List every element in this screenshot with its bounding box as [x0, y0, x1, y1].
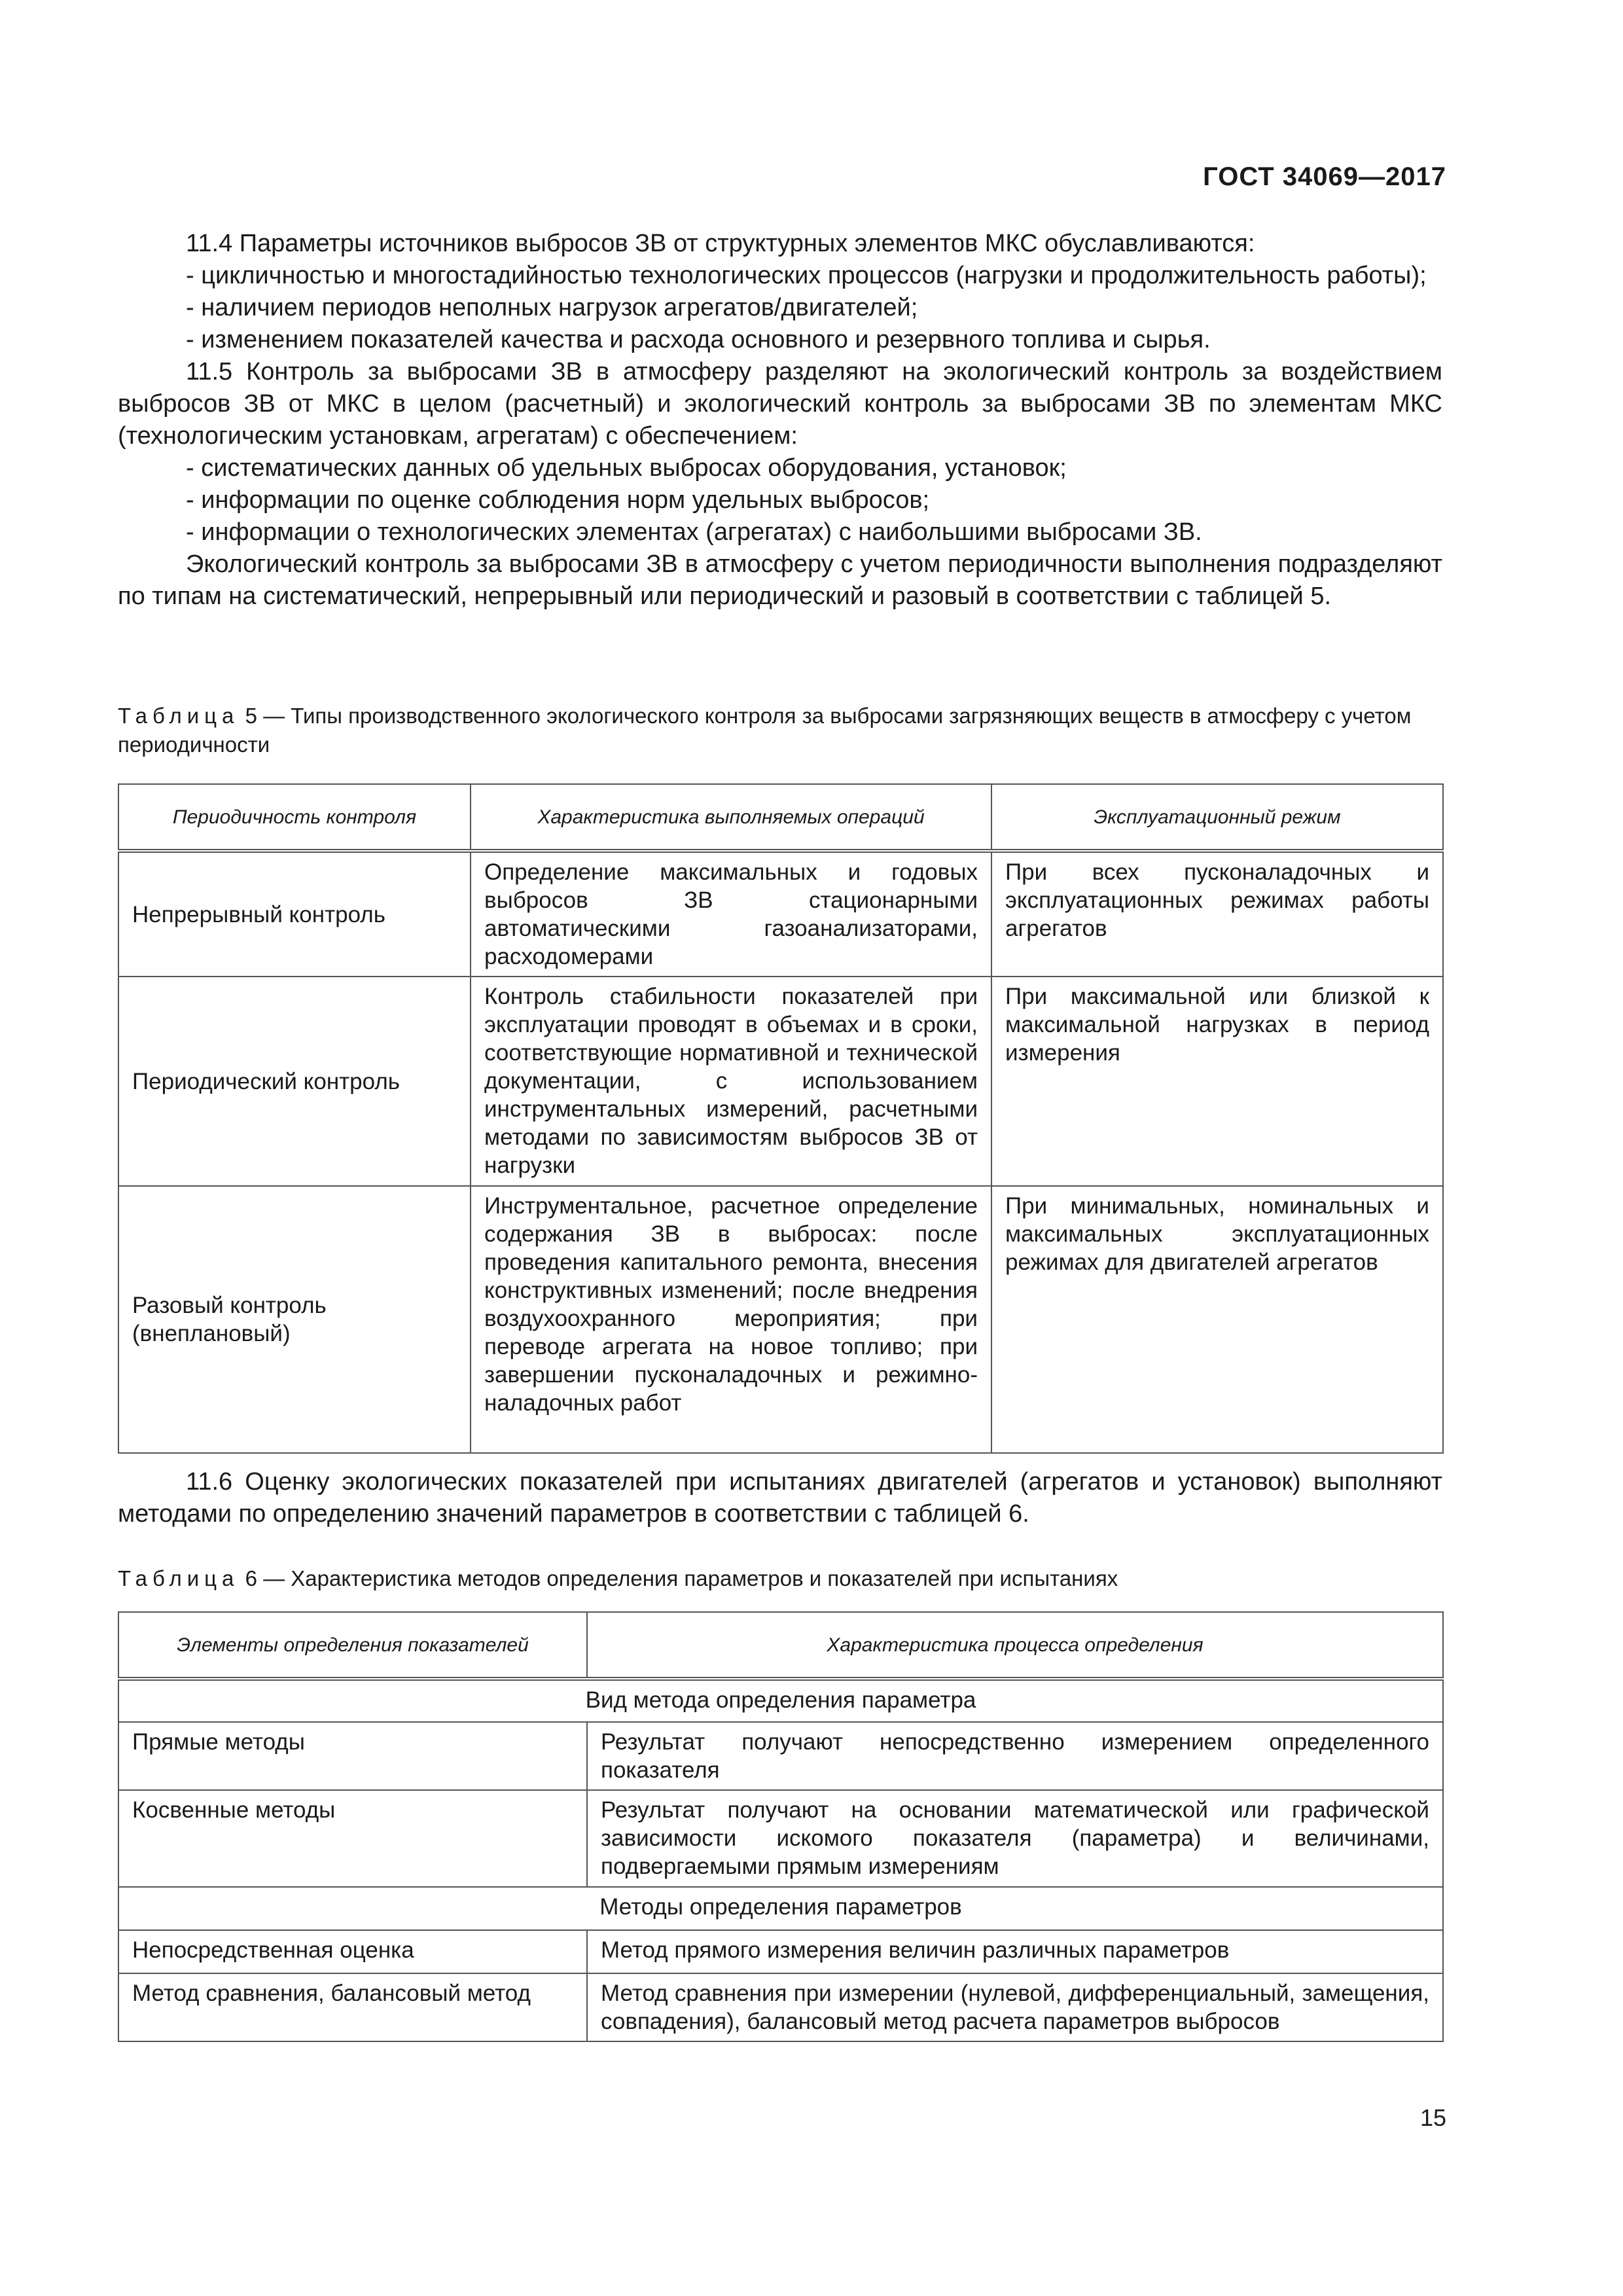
table5-period-cell: Разовый контроль (внеплановый) [118, 1186, 471, 1453]
table5-caption [118, 702, 1442, 759]
table6 [118, 1611, 1444, 2042]
table6-section-row [118, 1679, 1443, 1722]
table6-description-cell: Метод сравнения при измерении (нулевой, дифференциальный, замещения, совпадения), балансовый метод расчета параметров выбросов [587, 1973, 1443, 2041]
table-row [118, 1722, 1443, 1790]
paragraph: - цикличностью и многостадийностью технологических процессов (нагрузки и продолжительность работы); [186, 262, 1427, 289]
table5-header-cell: Характеристика выполняемых операций [471, 784, 991, 851]
table6-caption-word: Таблица [118, 1566, 240, 1590]
table5-operations-cell: Определение максимальных и годовых выбросов ЗВ стационарными автоматическими газоанализаторами, расходомерами [471, 851, 991, 977]
body-text-top [118, 228, 1442, 613]
table-row [118, 1930, 1443, 1973]
table6-section-row [118, 1887, 1443, 1930]
table5-header-cell: Периодичность контроля [118, 784, 471, 851]
paragraph: 11.5 Контроль за выбросами ЗВ в атмосферу разделяют на экологический контроль за воздействием выбросов ЗВ от МКС в целом (расчетный) и экологический контроль за выбросами ЗВ по элементам МКС (технологическим установкам, агрегатам) с обеспечением: [118, 358, 1442, 450]
table5-operations-cell: Контроль стабильности показателей при эксплуатации проводят в объемах и в сроки, соответствующие нормативной и технической документации, с использованием инструментальных измерений, расчетными методами по зависимостям выбросов ЗВ от нагрузки [471, 977, 991, 1186]
table6-element-cell: Прямые методы [118, 1722, 587, 1790]
table6-section-heading: Вид метода определения параметра [118, 1679, 1443, 1722]
paragraph: - наличием периодов неполных нагрузок агрегатов/двигателей; [186, 294, 918, 321]
table6-description-cell: Результат получают непосредственно измерением определенного показателя [587, 1722, 1443, 1790]
table5-caption-number: 5 [245, 704, 257, 728]
table5-period-cell: Непрерывный контроль [118, 851, 471, 977]
table6-header-cell: Элементы определения показателей [118, 1612, 587, 1679]
table-row [118, 977, 1443, 1186]
table5-mode-cell: При максимальной или близкой к максимальной нагрузках в период измерения [991, 977, 1443, 1186]
table6-element-cell: Метод сравнения, балансовый метод [118, 1973, 587, 2041]
body-text-116 [118, 1466, 1442, 1530]
table6-description-cell: Метод прямого измерения величин различных параметров [587, 1930, 1443, 1973]
paragraph: 11.6 Оценку экологических показателей при испытаниях двигателей (агрегатов и установок) выполняют методами по определению значений параметров в соответствии с таблицей 6. [118, 1468, 1442, 1528]
table6-element-cell: Косвенные методы [118, 1790, 587, 1887]
paragraph: - изменением показателей качества и расхода основного и резервного топлива и сырья. [186, 326, 1211, 353]
table5-header-cell: Эксплуатационный режим [991, 784, 1443, 851]
table5-period-cell: Периодический контроль [118, 977, 471, 1186]
paragraph: - информации по оценке соблюдения норм удельных выбросов; [186, 486, 930, 514]
table5-mode-cell: При всех пусконаладочных и эксплуатационных режимах работы агрегатов [991, 851, 1443, 977]
table6-header-cell: Характеристика процесса определения [587, 1612, 1443, 1679]
table5-mode-cell: При минимальных, номинальных и максимальных эксплуатационных режимах для двигателей агрегатов [991, 1186, 1443, 1453]
table5-header-row [118, 784, 1443, 851]
table5 [118, 783, 1444, 1454]
table5-caption-word: Таблица [118, 704, 240, 728]
table6-section-heading: Методы определения параметров [118, 1887, 1443, 1930]
table6-caption-number: 6 [245, 1566, 257, 1590]
table6-element-cell: Непосредственная оценка [118, 1930, 587, 1973]
paragraph: - систематических данных об удельных выбросах оборудования, установок; [186, 454, 1067, 482]
table6-description-cell: Результат получают на основании математической или графической зависимости искомого показателя (параметра) и величинами, подвергаемыми прямым измерениям [587, 1790, 1443, 1887]
table-row [118, 1186, 1443, 1453]
table6-caption [118, 1564, 1442, 1593]
paragraph: Экологический контроль за выбросами ЗВ в атмосферу с учетом периодичности выполнения подразделяют по типам на систематический, непрерывный или периодический и разовый в соответствии с таблицей 5. [118, 550, 1442, 610]
table-row [118, 1790, 1443, 1887]
table6-header-row [118, 1612, 1443, 1679]
table5-caption-text: — Типы производственного экологического контроля за выбросами загрязняющих веществ в атмосферу с учетом периодичности [118, 704, 1412, 757]
paragraph: - информации о технологических элементах (агрегатах) с наибольшими выбросами ЗВ. [186, 518, 1202, 546]
table-row [118, 851, 1443, 977]
table-row [118, 1973, 1443, 2041]
table5-operations-cell: Инструментальное, расчетное определение содержания ЗВ в выбросах: после проведения капитального ремонта, внесения конструктивных изменений; после внедрения воздухоохранного мероприятия; при переводе агрегата на новое топливо; при завершении пусконаладочных и режимно-наладочных работ [471, 1186, 991, 1453]
page-number: 15 [1419, 2104, 1446, 2131]
document-code: ГОСТ 34069—2017 [1203, 162, 1446, 191]
table6-caption-text: — Характеристика методов определения параметров и показателей при испытаниях [263, 1566, 1118, 1590]
paragraph: 11.4 Параметры источников выбросов ЗВ от структурных элементов МКС обуславливаются: [186, 230, 1255, 257]
